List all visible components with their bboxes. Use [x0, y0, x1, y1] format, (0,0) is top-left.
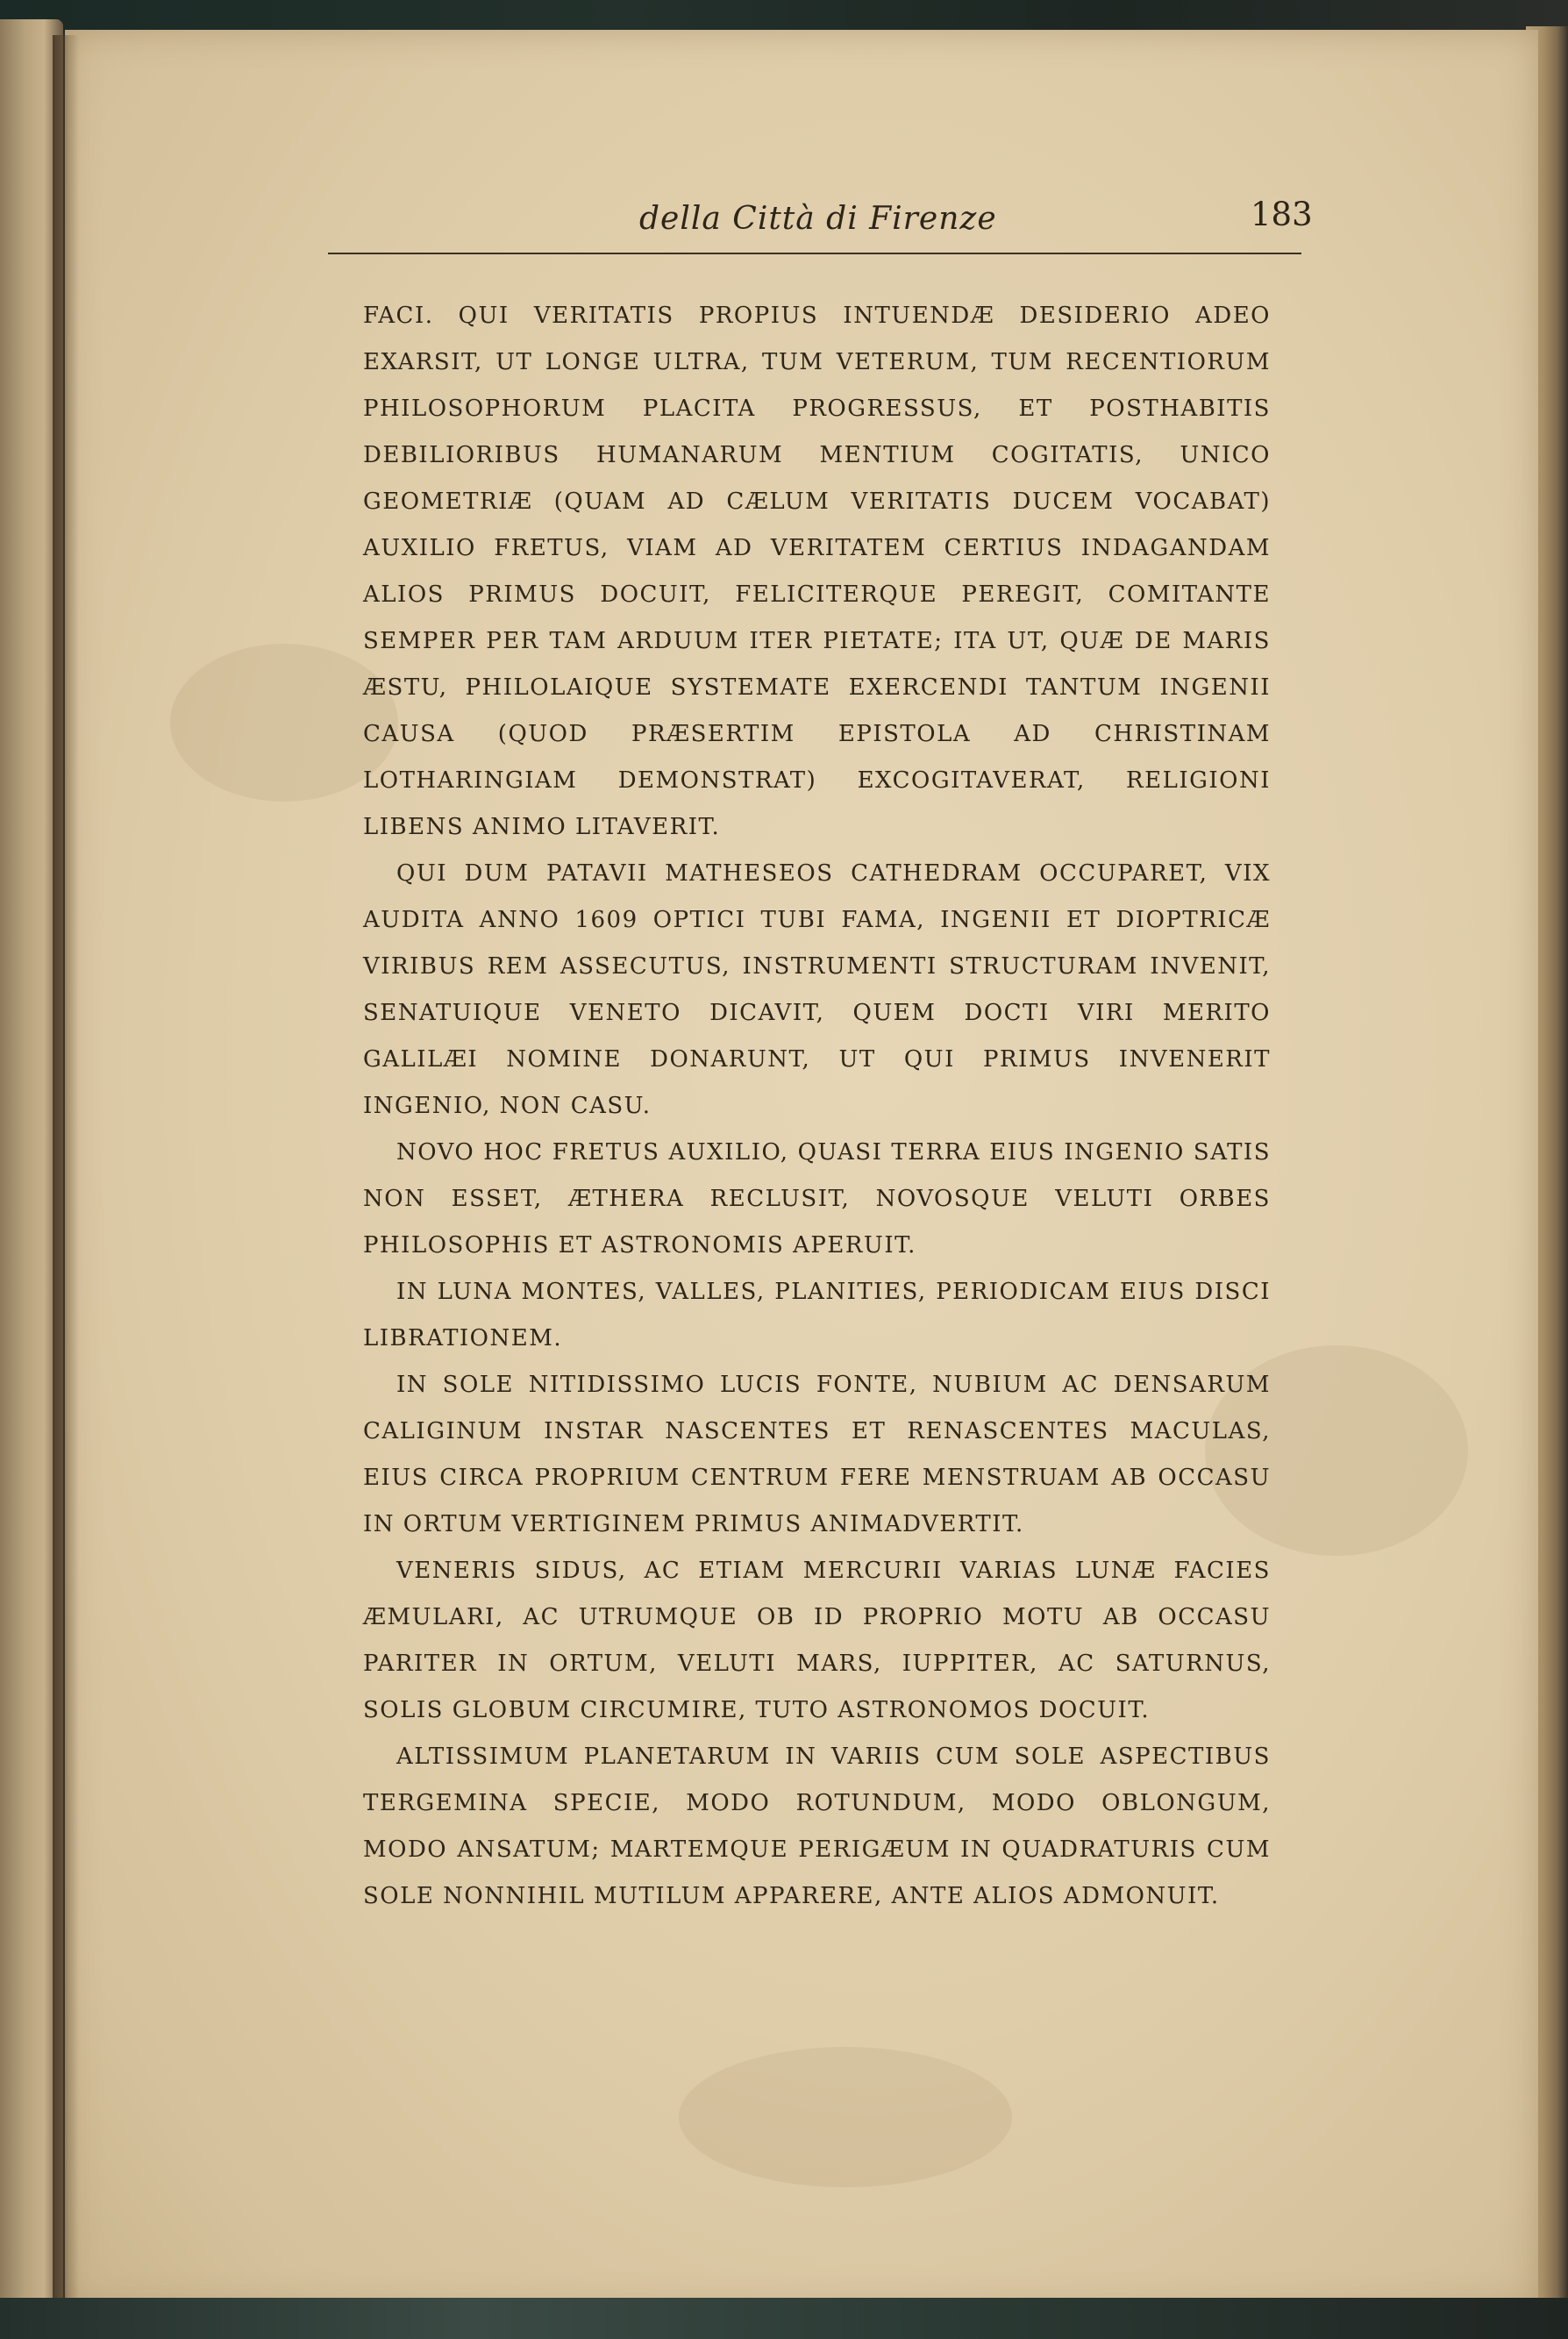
- paragraph: IN SOLE NITIDISSIMO LUCIS FONTE, NUBIUM AC DENSARUM CALIGINUM INSTAR NASCENTES ET RENASCENTES MACULAS, EIUS CIRCA PROPRIUM CENTRUM FERE MENSTRUAM AB OCCASU IN ORTUM VERTIGINEM PRIMUS ANIMADVERTIT.: [363, 1372, 1271, 1537]
- paragraph: ALTISSIMUM PLANETARUM IN VARIIS CUM SOLE ASPECTIBUS TERGEMINA SPECIE, MODO ROTUNDUM, MODO OBLONGUM, MODO ANSATUM; MARTEMQUE PERIGÆUM IN QUADRATURIS CUM SOLE NONNIHIL MUTILUM APPARERE, ANTE ALIOS ADMONUIT.: [363, 1744, 1271, 1909]
- paragraph: VENERIS SIDUS, AC ETIAM MERCURII VARIAS LUNÆ FACIES ÆMULARI, AC UTRUMQUE OB ID PROPRIO MOTU AB OCCASU PARITER IN ORTUM, VELUTI MARS, IUPPITER, AC SATURNUS, SOLIS GLOBUM CIRCUMIRE, TUTO ASTRONOMOS DOCUIT.: [363, 1558, 1271, 1723]
- paper-stain: [679, 2047, 1012, 2187]
- header-rule: [328, 253, 1301, 254]
- paragraph: IN LUNA MONTES, VALLES, PLANITIES, PERIODICAM EIUS DISCI LIBRATIONEM.: [363, 1279, 1271, 1351]
- body-text: [363, 293, 1271, 1920]
- page-number: 183: [1251, 196, 1313, 233]
- paragraph: NOVO HOC FRETUS AUXILIO, QUASI TERRA EIUS INGENIO SATIS NON ESSET, ÆTHERA RECLUSIT, NOVOSQUE VELUTI ORBES PHILOSOPHIS ET ASTRONOMIS APERUIT.: [363, 1139, 1271, 1259]
- paragraph: FACI. QUI VERITATIS PROPIUS INTUENDÆ DESIDERIO ADEO EXARSIT, UT LONGE ULTRA, TUM VETERUM, TUM RECENTIORUM PHILOSOPHORUM PLACITA PROGRESSUS, ET POSTHABITIS DEBILIORIBUS HUMANARUM MENTIUM COGITATIS, UNICO GEOMETRIÆ (QUAM AD CÆLUM VERITATIS DUCEM VOCABAT) AUXILIO FRETUS, VIAM AD VERITATEM CERTIUS INDAGANDAM ALIOS PRIMUS DOCUIT, FELICITERQUE PEREGIT, COMITANTE SEMPER PER TAM ARDUUM ITER PIETATE; ITA UT, QUÆ DE MARIS ÆSTU, PHILOLAIQUE SYSTEMATE EXERCENDI TANTUM INGENII CAUSA (QUOD PRÆSERTIM EPISTOLA AD CHRISTINAM LOTHARINGIAM DEMONSTRAT) EXCOGITAVERAT, RELIGIONI LIBENS ANIMO LITAVERIT.: [363, 303, 1271, 840]
- paragraph: QUI DUM PATAVII MATHESEOS CATHEDRAM OCCUPARET, VIX AUDITA ANNO 1609 OPTICI TUBI FAMA, INGENII ET DIOPTRICÆ VIRIBUS REM ASSECUTUS, INSTRUMENTI STRUCTURAM INVENIT, SENATUIQUE VENETO DICAVIT, QUEM DOCTI VIRI MERITO GALILÆI NOMINE DONARUNT, UT QUI PRIMUS INVENERIT INGENIO, NON CASU.: [363, 860, 1271, 1119]
- page-header: [328, 192, 1313, 245]
- running-title: della Città di Firenze: [639, 201, 997, 237]
- gutter-shadow: [53, 35, 79, 2307]
- background-bottom: [0, 2298, 1568, 2339]
